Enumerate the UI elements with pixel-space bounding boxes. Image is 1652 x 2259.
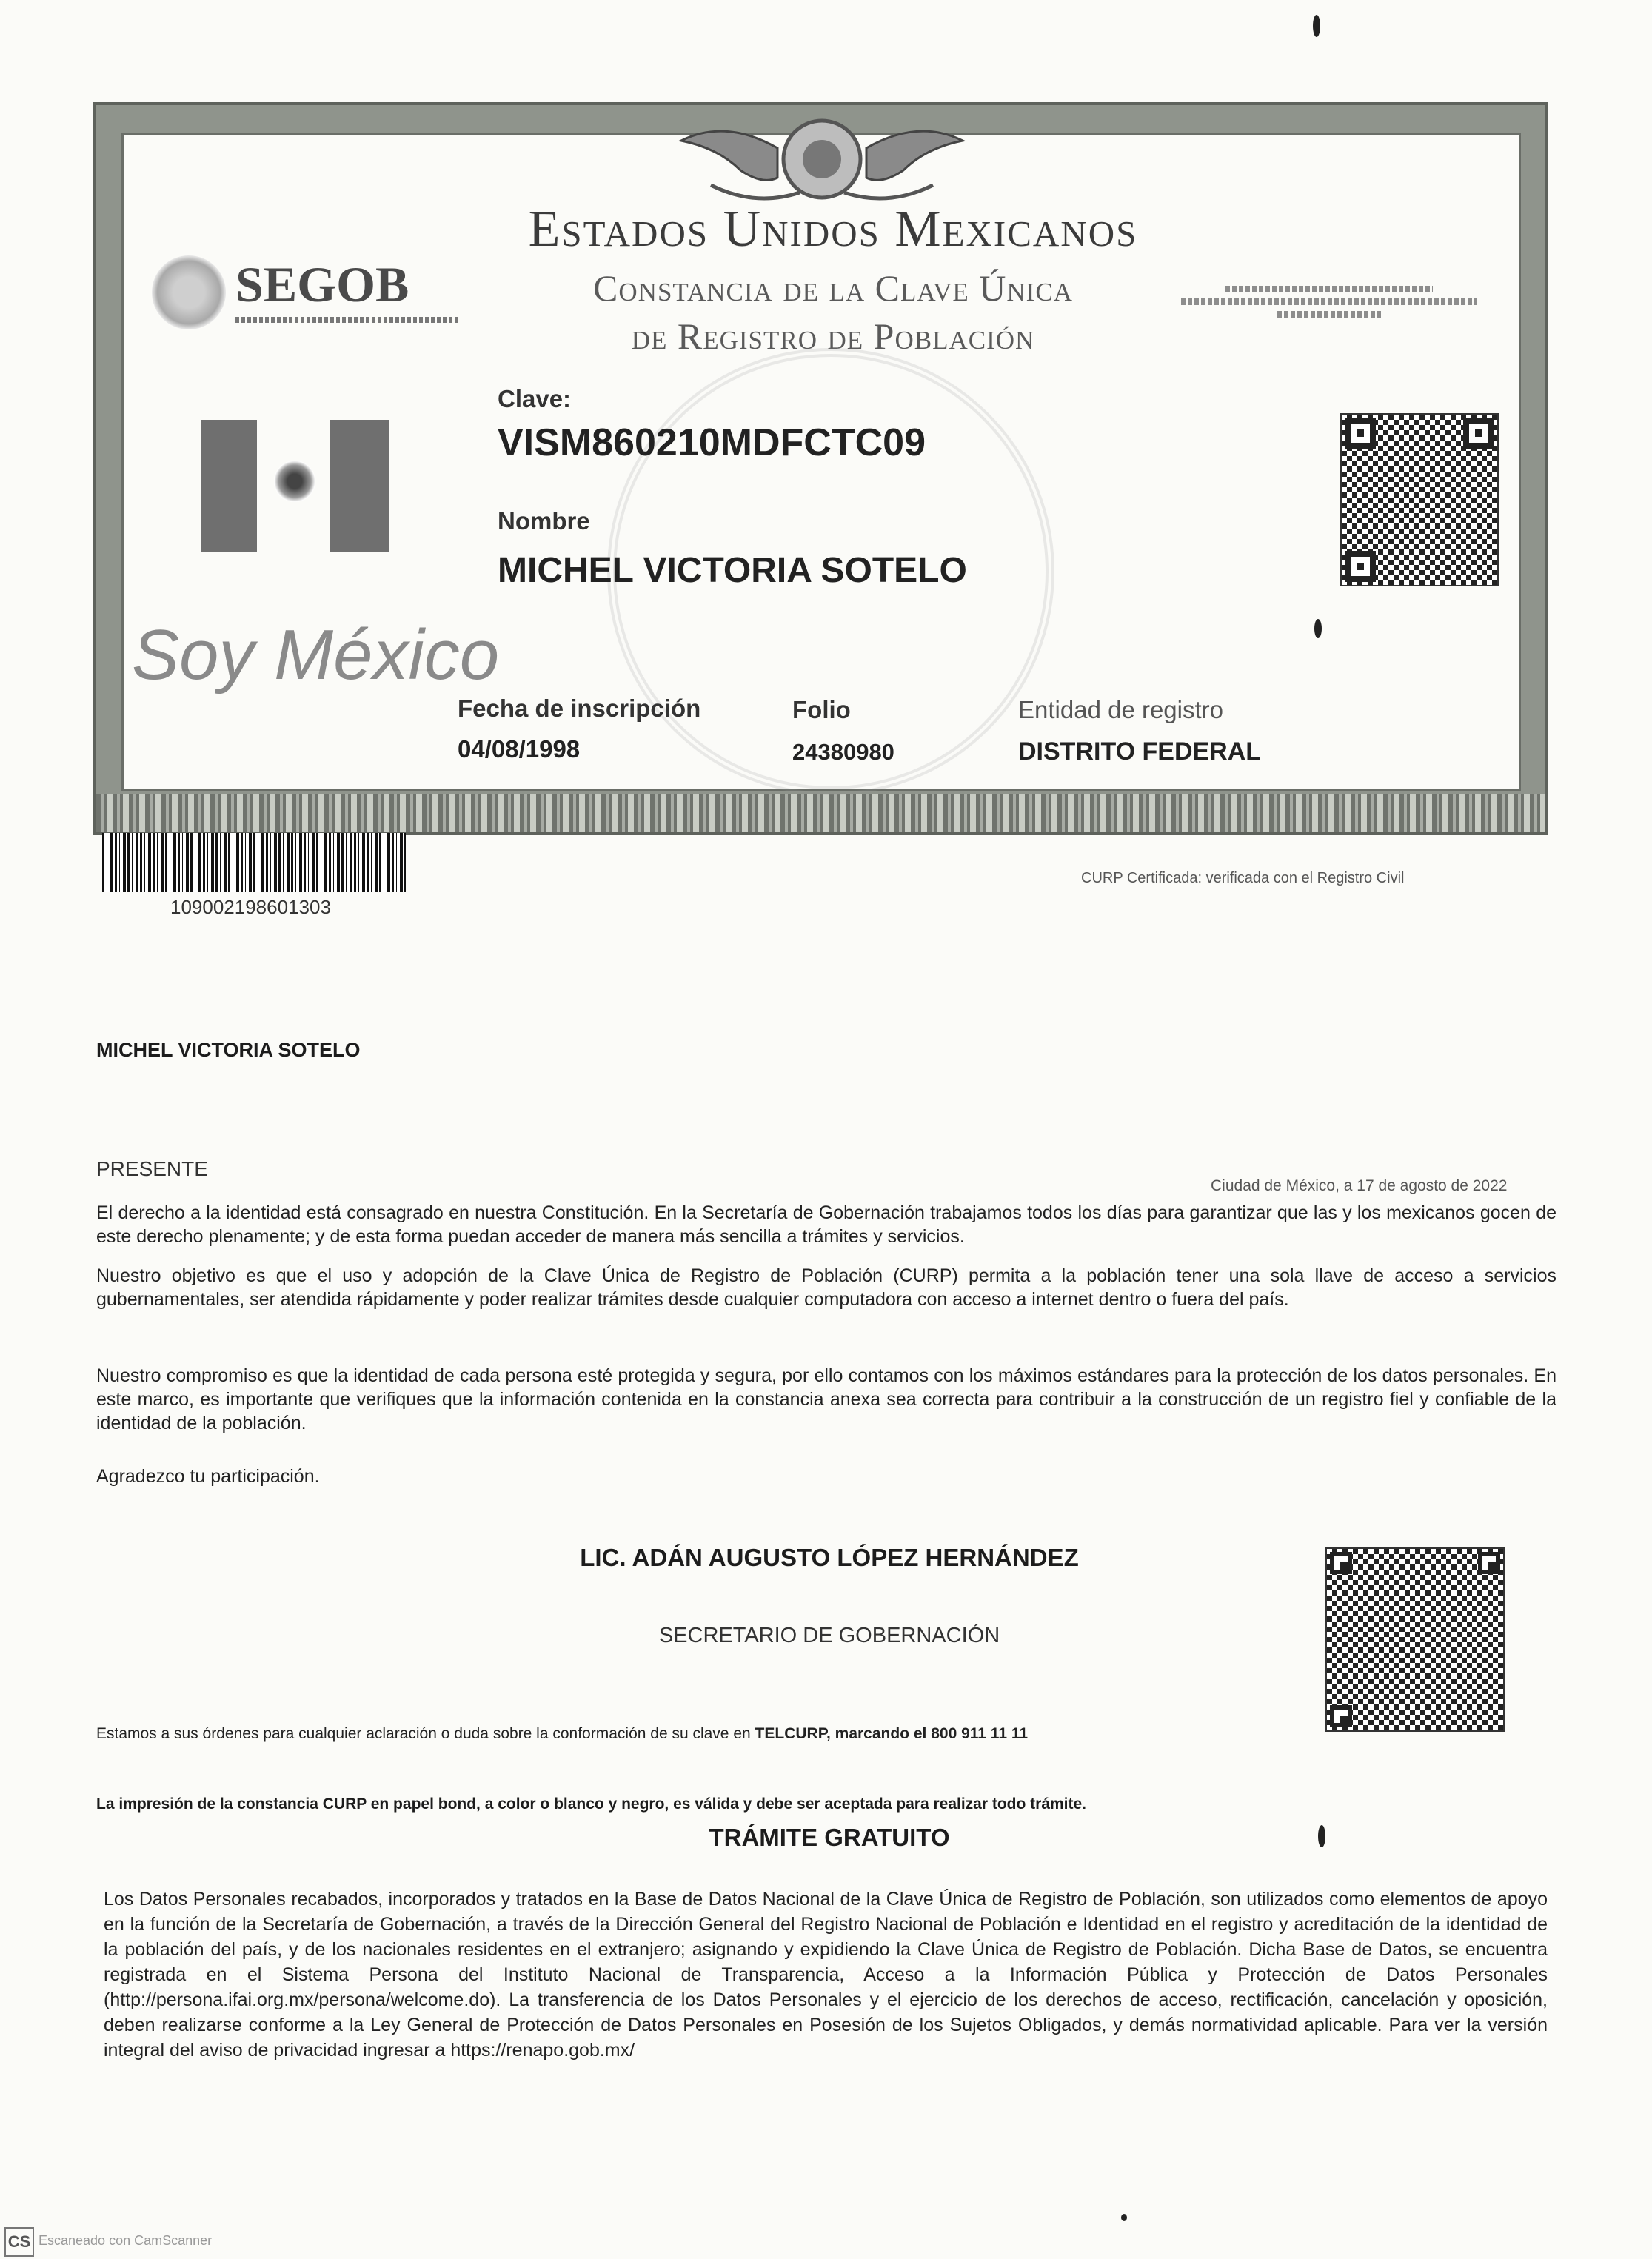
nombre-label: Nombre bbox=[498, 507, 590, 535]
contact-line bbox=[96, 1725, 1028, 1743]
flag-emblem-icon bbox=[274, 461, 315, 502]
fecha-inscripcion-value: 04/08/1998 bbox=[458, 735, 581, 763]
nombre-value: MICHEL VICTORIA SOTELO bbox=[498, 551, 967, 590]
camscanner-watermark: Escaneado con CamScanner bbox=[39, 2233, 213, 2248]
presente-text: PRESENTE bbox=[96, 1157, 208, 1180]
letter-paragraph-2: Nuestro objetivo es que el uso y adopción de la Clave Única de Registro de Población (CURP) permita a la población tener una sola llave de acceso a servicios gubernamentales, ser atendida rápidamente y poder realizar trámites desde cualquier computadora con acceso a internet dentro o fuera del país. bbox=[96, 1265, 1556, 1310]
scan-speck bbox=[1318, 1825, 1325, 1847]
print-validity-note: La impresión de la constancia CURP en papel bond, a color o blanco y negro, es válida y debe ser aceptada para realizar todo trámite. bbox=[96, 1796, 1087, 1813]
certificate-qr-code bbox=[1340, 413, 1499, 586]
fecha-inscripcion-label: Fecha de inscripción bbox=[458, 695, 701, 722]
barcode-number: 109002198601303 bbox=[170, 896, 331, 918]
flag-right-stripe bbox=[330, 420, 389, 552]
certificate-title-line2: Constancia de la Clave Única bbox=[593, 267, 1073, 309]
contact-prefix: Estamos a sus órdenes para cualquier aclaración o duda sobre la conformación de su clave en bbox=[96, 1725, 755, 1742]
certificate-border-pattern bbox=[96, 794, 1545, 832]
clave-value: VISM860210MDFCTC09 bbox=[498, 421, 926, 464]
certified-note: CURP Certificada: verificada con el Registro Civil bbox=[1081, 870, 1405, 886]
recipient-name: MICHEL VICTORIA SOTELO bbox=[96, 1039, 361, 1061]
scan-speck bbox=[1313, 15, 1320, 37]
letter-thanks: Agradezco tu participación. bbox=[96, 1466, 320, 1487]
letter-date: Ciudad de México, a 17 de agosto de 2022 bbox=[1211, 1177, 1508, 1194]
segob-logo-text: SEGOB bbox=[235, 256, 409, 312]
folio-label: Folio bbox=[792, 696, 851, 723]
slogan-soy-mexico: Soy México bbox=[132, 615, 500, 695]
segob-subtitle-decoration bbox=[235, 317, 458, 323]
barcode-image bbox=[102, 833, 406, 892]
certificate-title-line3: de Registro de Población bbox=[631, 315, 1035, 357]
signer-title: SECRETARIO DE GOBERNACIÓN bbox=[658, 1624, 1000, 1647]
scan-speck bbox=[1314, 619, 1322, 638]
direccion-general-logo bbox=[1177, 280, 1481, 324]
letter-paragraph-1: El derecho a la identidad está consagrado en nuestra Constitución. En la Secretaría de Gobernación trabajamos todos los días para garantizar que las y los mexicanos gocen de este derecho plenamente; y de esta forma puedan acceder de manera más sencilla a trámites y servicios. bbox=[96, 1202, 1556, 1247]
tramite-gratuito: TRÁMITE GRATUITO bbox=[709, 1824, 950, 1851]
entidad-registro-label: Entidad de registro bbox=[1018, 696, 1224, 723]
contact-telcurp: TELCURP, marcando el 800 911 11 11 bbox=[755, 1725, 1029, 1742]
scan-speck bbox=[1121, 2214, 1127, 2221]
national-crest-icon bbox=[666, 104, 977, 215]
camscanner-logo-icon: CS bbox=[4, 2227, 34, 2257]
folio-value: 24380980 bbox=[792, 739, 894, 765]
entidad-registro-value: DISTRITO FEDERAL bbox=[1018, 737, 1262, 766]
segob-seal-icon bbox=[152, 255, 226, 329]
privacy-notice: Los Datos Personales recabados, incorporados y tratados en la Base de Datos Nacional de la Clave Única de Registro de Población, son utilizados como elementos de apoyo en la función de la Secretaría de Gobernación, a través de la Dirección General del Registro Nacional de Población e Identidad en el registro y acreditación de la identidad de la población del país, y de los nacionales residentes en el extranjero; asignando y expidiendo la Clave Única de Registro de Población. Dicha Base de Datos, se encuentra registrada en el Sistema Persona del Instituto Nacional de Transparencia, Acceso a la Información Pública y Protección de Datos Personales (http://persona.ifai.org.mx/persona/welcome.do). La transferencia de los Datos Personales y el ejercicio de los derechos de acceso, rectificación, cancelación y oposición, deben realizarse conforme a la Ley General de Protección de Datos Personales en Posesión de los Sujetos Obligados, y demás normatividad aplicable. Para ver la versión integral del aviso de privacidad ingresar a https://renapo.gob.mx/ bbox=[104, 1889, 1548, 2061]
signature-qr-code bbox=[1325, 1547, 1505, 1732]
signer-name: LIC. ADÁN AUGUSTO LÓPEZ HERNÁNDEZ bbox=[580, 1544, 1079, 1571]
certificate-title-country: Estados Unidos Mexicanos bbox=[528, 201, 1138, 258]
letter-paragraph-3: Nuestro compromiso es que la identidad de cada persona esté protegida y segura, por ello contamos con los máximos estándares para la protección de los datos personales. En este marco, es importante que verifiques que la información contenida en la constancia anexa sea correcta para contribuir a la construcción de un registro fiel y confiable de la identidad de la población. bbox=[96, 1365, 1556, 1433]
clave-label: Clave: bbox=[498, 385, 572, 412]
flag-left-stripe bbox=[201, 420, 257, 552]
